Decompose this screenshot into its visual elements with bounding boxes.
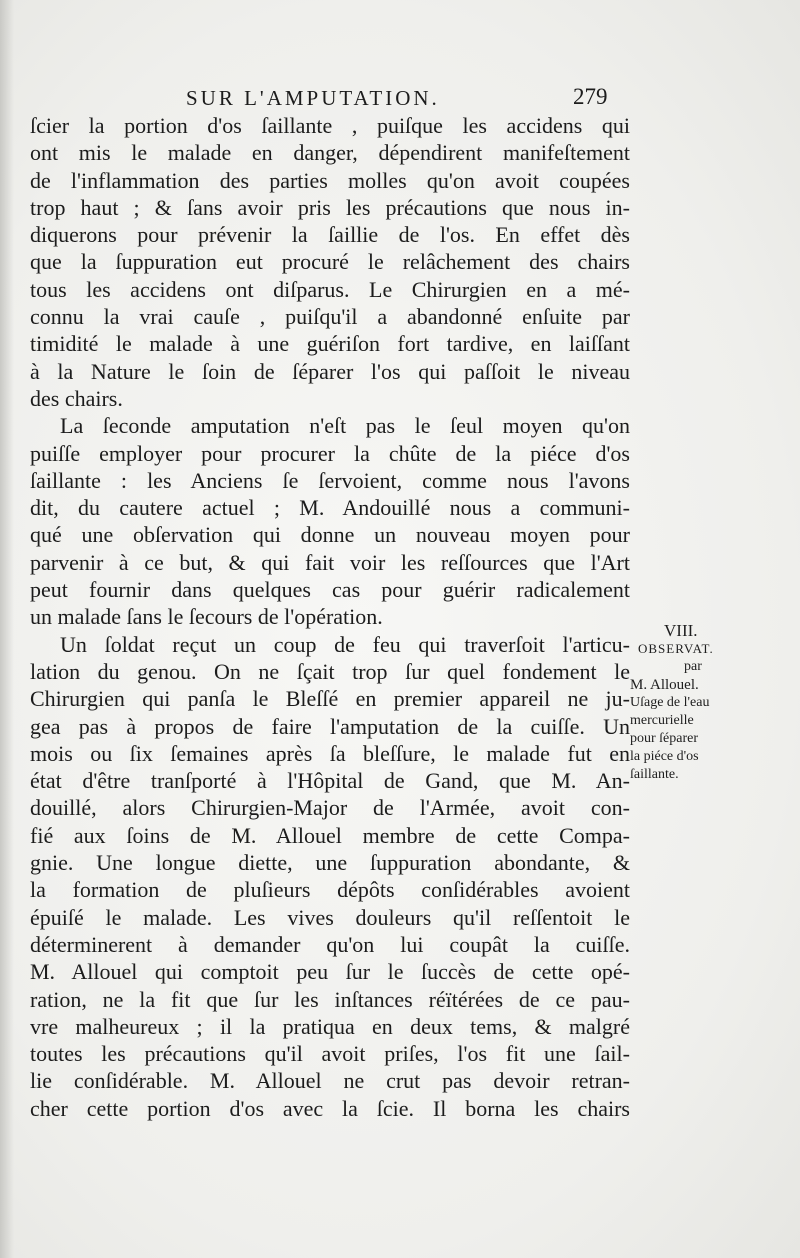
- text-line: de l'inflammation des parties molles qu'on avoit coupées: [30, 167, 630, 193]
- margin-note-line: ſaillante.: [630, 767, 679, 782]
- margin-note-line: mercurielle: [630, 713, 694, 728]
- text-line: mois ou ſix ſemaines après ſa bleſſure, le malade fut en: [30, 740, 630, 766]
- margin-note-author: M. Allouel.: [630, 677, 699, 693]
- text-line: gea pas à propos de faire l'amputation de la cuiſſe. Un: [30, 713, 630, 739]
- text-line: à la Nature le ſoin de ſéparer l'os qui paſſoit le niveau: [30, 358, 630, 384]
- text-line: fié aux ſoins de M. Allouel membre de cette Compa-: [30, 822, 630, 848]
- text-line: trop haut ; & ſans avoir pris les précautions que nous in-: [30, 194, 630, 220]
- margin-note-line: pour ſéparer: [630, 731, 699, 746]
- text-line: des chairs.: [30, 385, 123, 411]
- text-line: diquerons pour prévenir la ſaillie de l'os. En effet dès: [30, 222, 630, 248]
- text-line: déterminerent à demander qu'on lui coupât la cuiſſe.: [30, 931, 630, 957]
- text-line: ſcier la portion d'os ſaillante , puiſque les accidens qui: [30, 113, 630, 138]
- text-line: la formation de pluſieurs dépôts conſidérables avoient: [30, 877, 630, 903]
- running-head: SUR L'AMPUTATION.: [186, 86, 440, 110]
- page-number: 279: [573, 84, 608, 109]
- text-line: tous les accidens ont diſparus. Le Chirurgien en a mé-: [30, 276, 630, 302]
- text-line: épuiſé le malade. Les vives douleurs qu'il reſſentoit le: [30, 904, 630, 930]
- text-line: lation du genou. On ne ſçait trop ſur quel fondement le: [30, 658, 630, 684]
- text-line: cher cette portion d'os avec la ſcie. Il borna les chairs: [30, 1095, 630, 1121]
- text-line: état d'être tranſporté à l'Hôpital de Gand, que M. An-: [30, 768, 630, 794]
- margin-note: [630, 622, 790, 784]
- margin-note-label: OBSERVAT.: [638, 641, 714, 656]
- body-text: [30, 112, 630, 1122]
- margin-note-number: VIII.: [664, 621, 698, 640]
- paragraph-start-line: La ſeconde amputation n'eſt pas le ſeul moyen qu'on: [60, 413, 630, 439]
- margin-note-line: la piéce d'os: [630, 749, 699, 764]
- text-line: douillé, alors Chirurgien-Major de l'Armée, avoit con-: [30, 795, 630, 821]
- paragraph-start-line: Un ſoldat reçut un coup de feu qui traverſoit l'articu-: [60, 631, 630, 657]
- text-line: vre malheureux ; il la pratiqua en deux tems, & malgré: [30, 1013, 630, 1039]
- text-line: un malade ſans le ſecours de l'opération.: [30, 604, 383, 630]
- page-gutter-shadow: [0, 0, 14, 1258]
- text-line: Chirurgien qui panſa le Bleſſé en premier appareil ne ju-: [30, 686, 630, 712]
- margin-note-par: par: [684, 659, 702, 674]
- text-line: ration, ne la fit que ſur les inſtances réïtérées de ce pau-: [30, 986, 630, 1012]
- text-line: ſaillante : les Anciens ſe ſervoient, comme nous l'avons: [30, 467, 630, 493]
- text-line: connu la vrai cauſe , puiſqu'il a abandonné enſuite par: [30, 304, 630, 330]
- text-line: peut fournir dans quelques cas pour guérir radicalement: [30, 577, 630, 603]
- text-line: puiſſe employer pour procurer la chûte de la piéce d'os: [30, 440, 630, 466]
- text-line: qué une obſervation qui donne un nouveau moyen pour: [30, 522, 630, 548]
- text-line: ont mis le malade en danger, dépendirent manifeſtement: [30, 140, 630, 166]
- text-line: gnie. Une longue diette, une ſuppuration abondante, &: [30, 850, 630, 876]
- text-line: M. Allouel qui comptoit peu ſur le ſuccès de cette opé-: [30, 959, 630, 985]
- text-line: toutes les précautions qu'il avoit priſes, l'os fit une ſail-: [30, 1041, 630, 1067]
- text-line: lie conſidérable. M. Allouel ne crut pas devoir retran-: [30, 1068, 630, 1094]
- margin-note-line: Uſage de l'eau: [630, 695, 710, 710]
- text-line: parvenir à ce but, & qui fait voir les reſſources que l'Art: [30, 549, 630, 575]
- text-line: dit, du cautere actuel ; M. Andouillé nous a communi-: [30, 495, 630, 521]
- text-line: que la ſuppuration eut procuré le relâchement des chairs: [30, 249, 630, 275]
- text-line: timidité le malade à une guériſon fort tardive, en laiſſant: [30, 331, 630, 357]
